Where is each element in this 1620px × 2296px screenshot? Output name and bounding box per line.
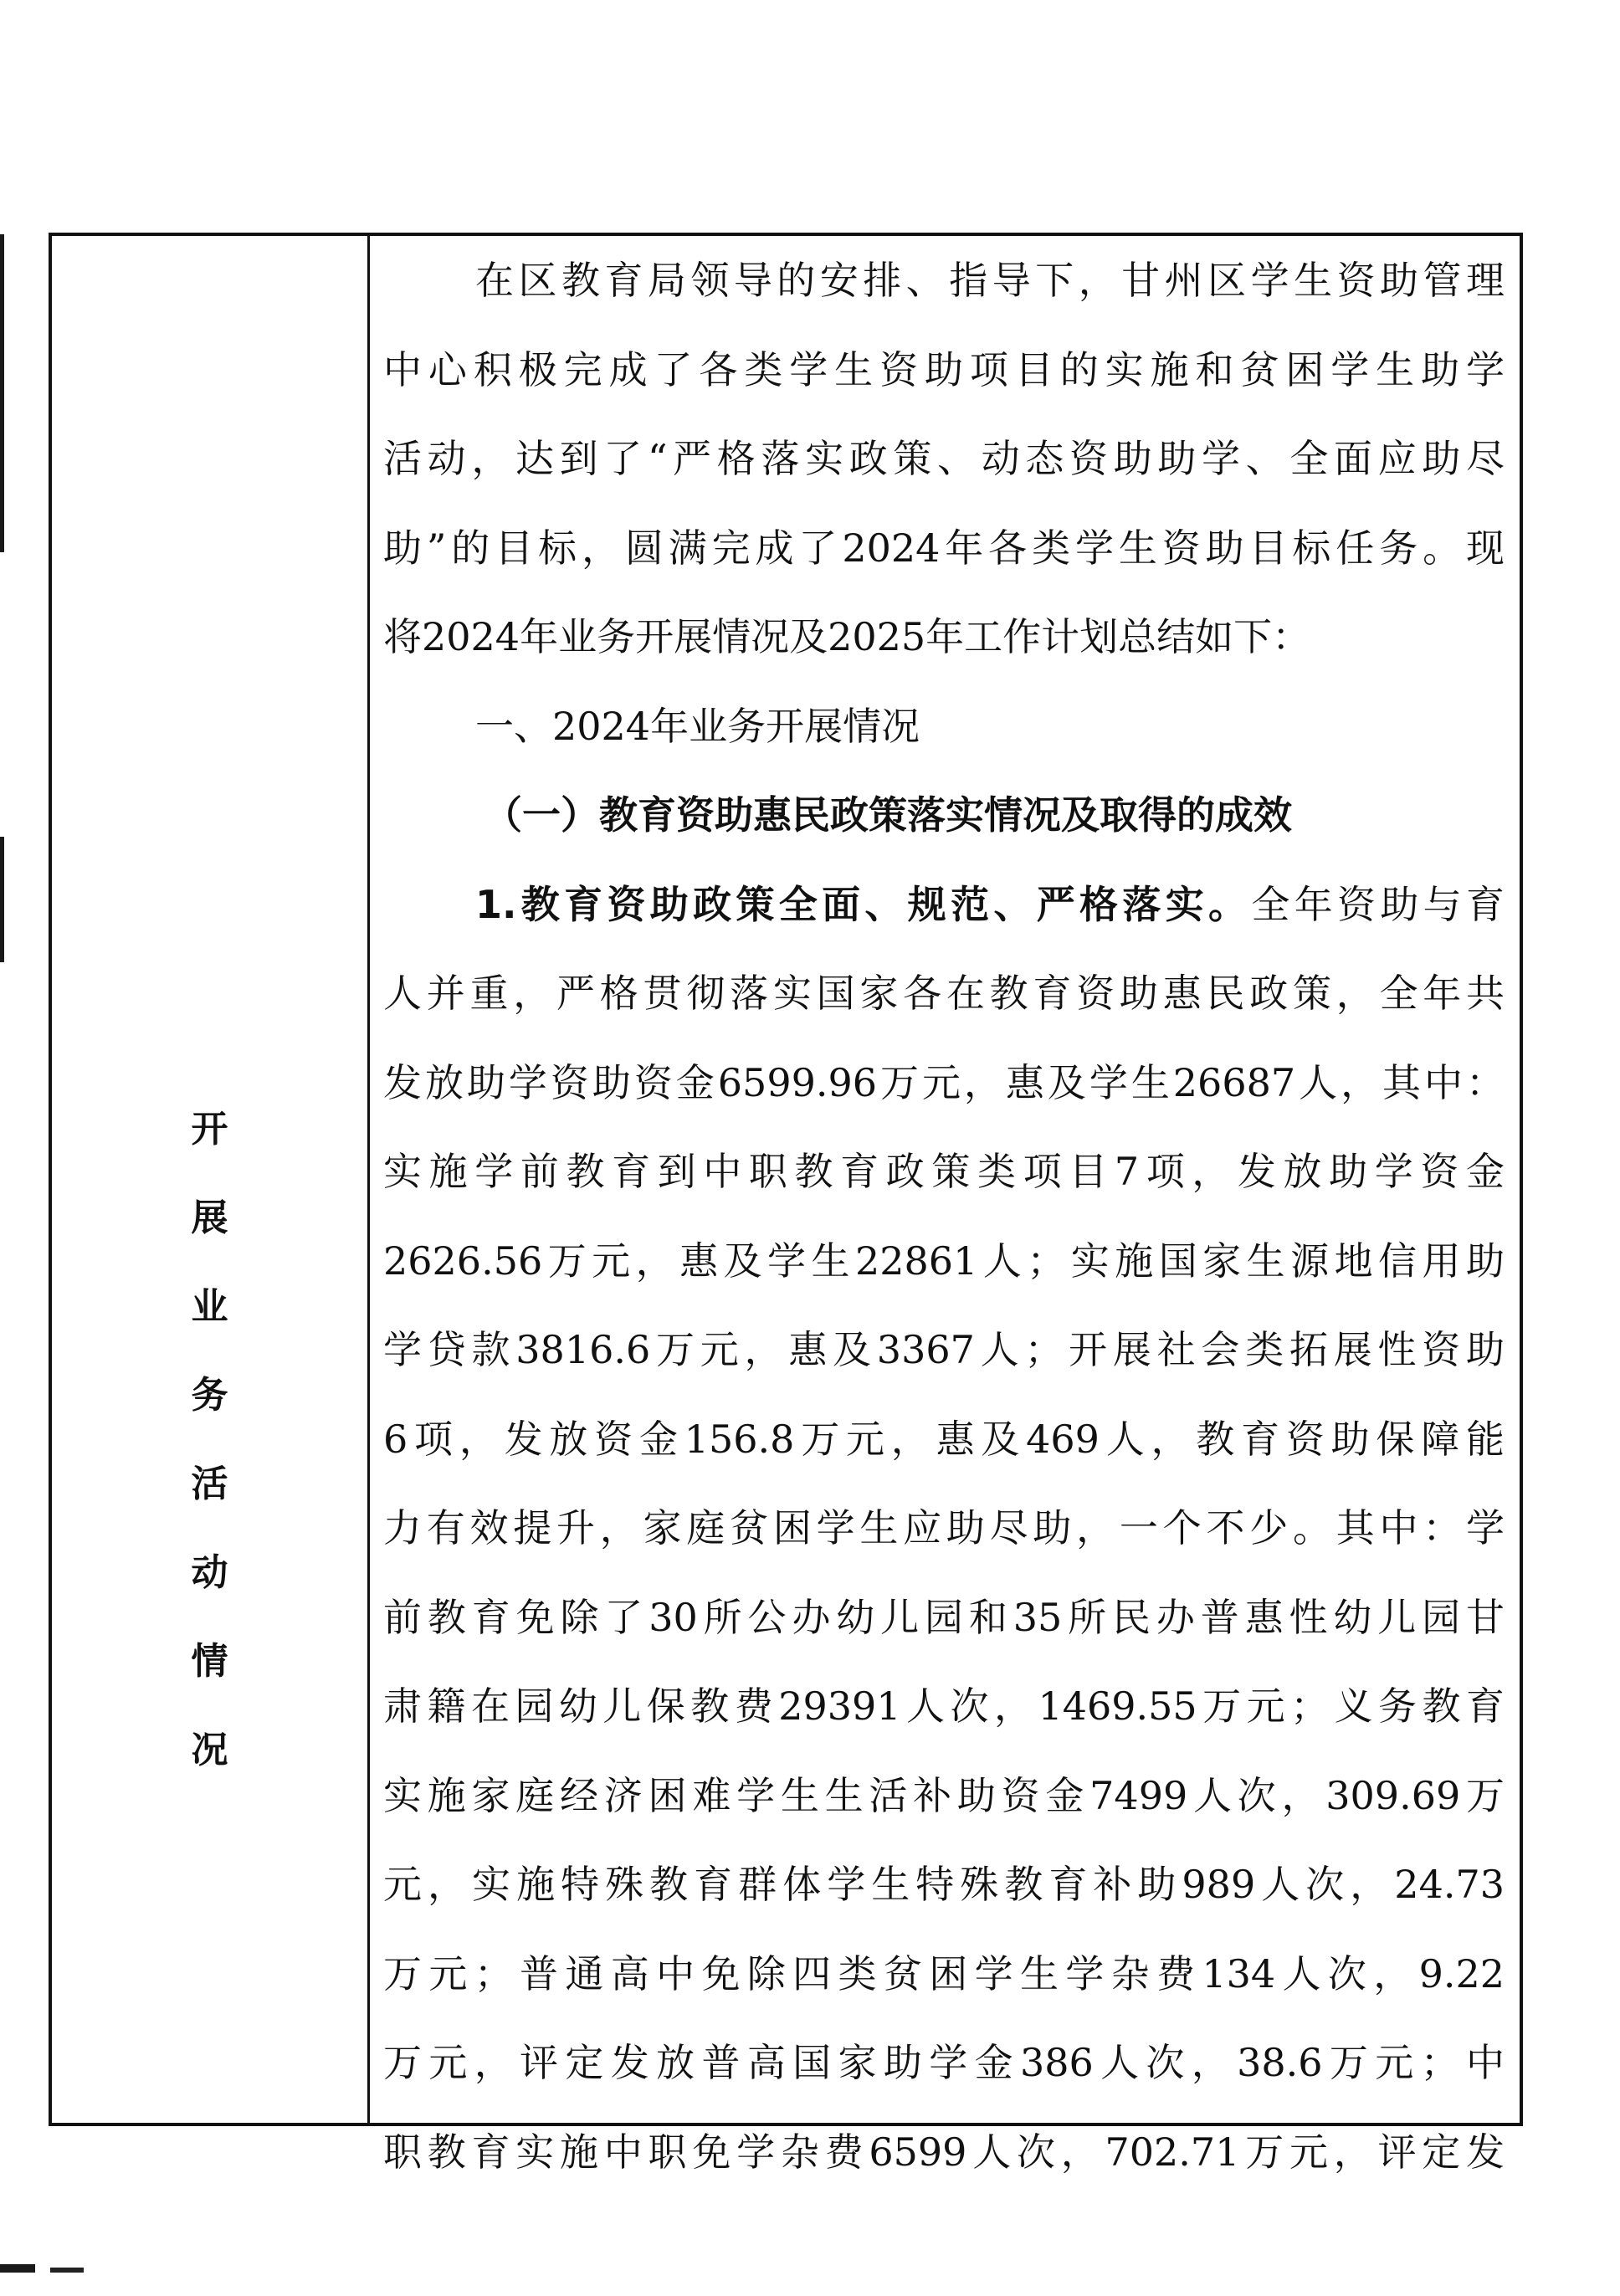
row-label-char: 业 bbox=[191, 1285, 228, 1328]
text-line: 助”的目标，圆满完成了2024年各类学生资助目标任务。现 bbox=[383, 525, 1505, 571]
text-line: 职教育实施中职免学杂费6599人次，702.71万元，评定发 bbox=[383, 2129, 1505, 2175]
text-line bbox=[383, 860, 1505, 950]
text-line: 6项，发放资金156.8万元，惠及469人，教育资助保障能 bbox=[383, 1416, 1505, 1462]
text-line: 实施家庭经济困难学生生活补助资金7499人次，309.69万 bbox=[383, 1772, 1505, 1818]
text-line: 发放助学资助资金6599.96万元，惠及学生26687人，其中： bbox=[383, 1059, 1505, 1105]
text-line: 人并重，严格贯彻落实国家各在教育资助惠民政策，全年共 bbox=[383, 971, 1505, 1016]
row-label-char: 务 bbox=[191, 1374, 228, 1417]
scan-edge-mark bbox=[0, 2264, 35, 2273]
row-label-char: 情 bbox=[191, 1640, 228, 1683]
text-line: 学贷款3816.6万元，惠及3367人；开展社会类拓展性资助 bbox=[383, 1327, 1505, 1372]
row-label-cell bbox=[52, 236, 370, 2123]
text-line: 万元，评定发放普高国家助学金386人次，38.6万元；中 bbox=[383, 2040, 1505, 2085]
content-cell bbox=[370, 236, 1520, 2175]
row-label bbox=[52, 1085, 367, 1795]
content-text bbox=[383, 236, 1505, 2196]
section-heading: 一、2024年业务开展情况 bbox=[475, 703, 920, 749]
subsection-heading: （一）教育资助惠民政策落实情况及取得的成效 bbox=[484, 792, 1292, 838]
text-line: 肃籍在园幼儿保教费29391人次，1469.55万元；义务教育 bbox=[383, 1684, 1505, 1729]
text-line: 实施学前教育到中职教育政策类项目7项，发放助学资金 bbox=[383, 1149, 1505, 1194]
scan-edge-mark bbox=[0, 234, 4, 552]
paragraph-lead: 1.教育资助政策全面、规范、严格落实。 bbox=[475, 881, 1252, 927]
paragraph-lead-rest: 全年资助与育 bbox=[1251, 881, 1505, 927]
text-line: 2626.56万元，惠及学生22861人；实施国家生源地信用助 bbox=[383, 1238, 1505, 1284]
text-line: 前教育免除了30所公办幼儿园和35所民办普惠性幼儿园甘 bbox=[383, 1594, 1505, 1640]
row-label-char: 动 bbox=[191, 1551, 228, 1594]
row-label-char: 展 bbox=[191, 1197, 228, 1239]
text-line: 在区教育局领导的安排、指导下，甘州区学生资助管理 bbox=[475, 258, 1505, 303]
text-line: 力有效提升，家庭贫困学生应助尽助，一个不少。其中：学 bbox=[383, 1505, 1505, 1550]
row-label-char: 况 bbox=[191, 1729, 228, 1771]
text-line: 活动，达到了“严格落实政策、动态资助助学、全面应助尽 bbox=[383, 436, 1505, 481]
text-line: 将2024年业务开展情况及2025年工作计划总结如下： bbox=[383, 614, 1311, 659]
scan-edge-mark bbox=[50, 2268, 84, 2273]
scan-edge-mark bbox=[0, 837, 4, 962]
text-line: 元，实施特殊教育群体学生特殊教育补助989人次，24.73 bbox=[383, 1862, 1505, 1907]
form-table bbox=[49, 233, 1523, 2175]
text-line: 万元；普通高中免除四类贫困学生学杂费134人次，9.22 bbox=[383, 1950, 1505, 1996]
row-label-char: 开 bbox=[191, 1108, 228, 1151]
text-line: 中心积极完成了各类学生资助项目的实施和贫困学生助学 bbox=[383, 346, 1505, 392]
row-label-char: 活 bbox=[191, 1463, 228, 1505]
